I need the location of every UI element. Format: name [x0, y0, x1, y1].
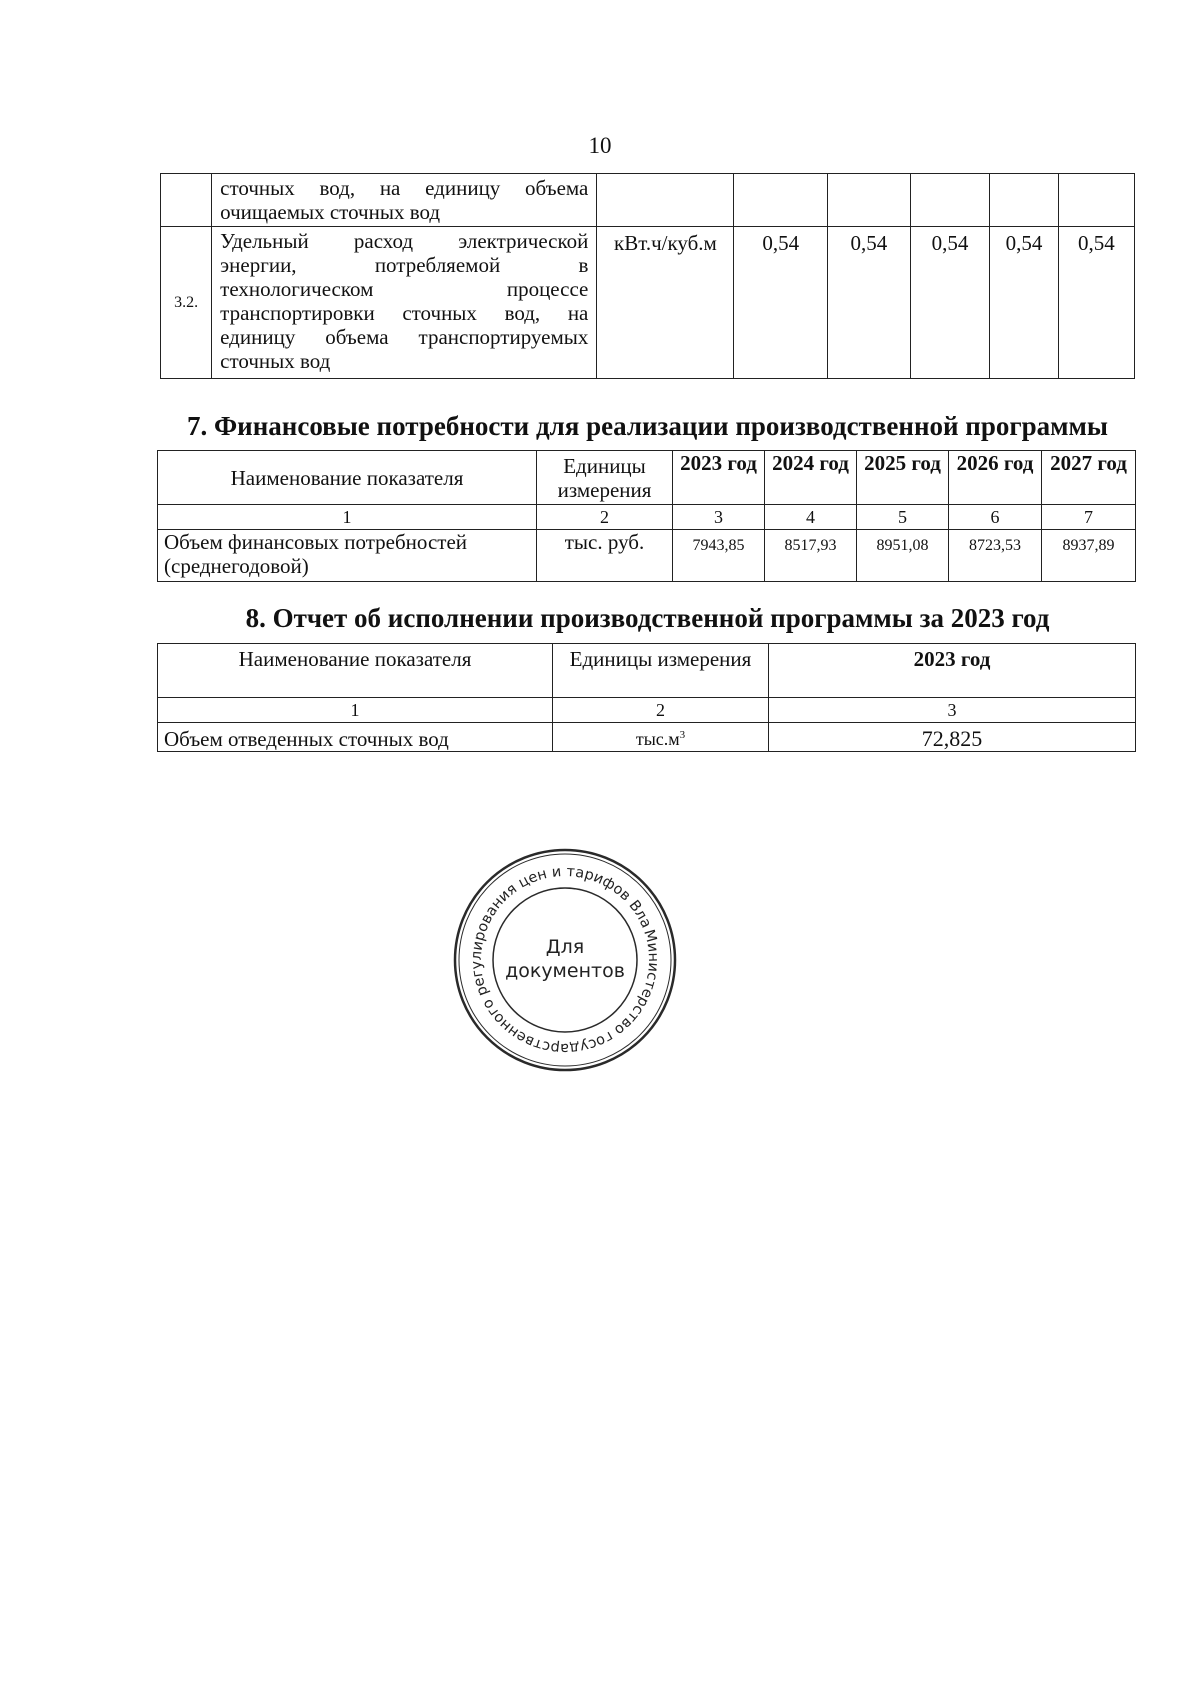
value-cell: 72,825: [769, 723, 1136, 752]
indicators-table-continued: [160, 173, 1135, 379]
index-cell: 3: [673, 505, 765, 530]
table-row: [158, 723, 1136, 752]
header-year: 2024 год: [765, 451, 857, 505]
indicator-name-cell: Объем отведенных сточных вод: [158, 723, 553, 752]
value-cell: 7943,85: [673, 530, 765, 582]
stamp-center-line1: Для: [545, 936, 585, 958]
unit-cell: кВт.ч/куб.м: [597, 227, 734, 379]
value-cell: 0,54: [734, 227, 828, 379]
index-cell: 7: [1042, 505, 1136, 530]
index-cell: 2: [537, 505, 673, 530]
unit-text: тыс.м: [635, 729, 680, 749]
indicator-name-cell: Объем финансовых потребностей (среднегодовой): [158, 530, 537, 582]
unit-cell: [553, 723, 769, 752]
indicator-name-cell: сточных вод, на единицу объема очищаемых сточных вод: [212, 174, 597, 227]
header-unit: Единицы измерения: [537, 451, 673, 505]
value-cell: 0,54: [828, 227, 911, 379]
table-header-row: [158, 644, 1136, 698]
value-cell: 8723,53: [949, 530, 1042, 582]
index-cell: 1: [158, 505, 537, 530]
table-header-row: [158, 451, 1136, 505]
value-cell: 0,54: [1058, 227, 1134, 379]
value-cell: 0,54: [990, 227, 1059, 379]
official-stamp: [452, 847, 678, 1073]
value-cell: 0,54: [910, 227, 989, 379]
table-row: [158, 530, 1136, 582]
stamp-center-line2: документов: [505, 960, 625, 982]
indicator-name-cell: Удельный расход электрической энергии, потребляемой в технологическом процессе транспортировки сточных вод, на единицу объема транспортируемых сточных вод: [212, 227, 597, 379]
stamp-ring-text: Министерство государственного регулирования цен и тарифов Вла: [468, 863, 662, 1057]
page-number: 10: [588, 133, 612, 158]
index-cell: 1: [158, 698, 553, 723]
section-7-heading: 7. Финансовые потребности для реализации производственной программы: [186, 411, 1109, 441]
financial-needs-table: [157, 450, 1136, 582]
header-year: 2026 год: [949, 451, 1042, 505]
value-cell: 8517,93: [765, 530, 857, 582]
header-year: 2025 год: [857, 451, 949, 505]
index-cell: 6: [949, 505, 1042, 530]
index-cell: 5: [857, 505, 949, 530]
row-number-cell: 3.2.: [161, 227, 212, 379]
header-year: 2023 год: [673, 451, 765, 505]
header-name: Наименование показателя: [158, 644, 553, 698]
value-cell: 8937,89: [1042, 530, 1136, 582]
header-name: Наименование показателя: [158, 451, 537, 505]
header-unit: Единицы измерения: [553, 644, 769, 698]
index-cell: 2: [553, 698, 769, 723]
index-cell: 3: [769, 698, 1136, 723]
index-cell: 4: [765, 505, 857, 530]
table-row: [161, 174, 1135, 227]
stamp-graphic: [452, 847, 678, 1073]
program-report-table: [157, 643, 1136, 752]
header-year: 2023 год: [769, 644, 1136, 698]
section-8-heading: 8. Отчет об исполнении производственной программы за 2023 год: [245, 603, 1050, 633]
value-cell: 8951,08: [857, 530, 949, 582]
unit-superscript: 3: [679, 729, 686, 741]
header-year: 2027 год: [1042, 451, 1136, 505]
index-row: [158, 698, 1136, 723]
row-number-cell: [161, 174, 212, 227]
table-row: [161, 227, 1135, 379]
unit-cell: тыс. руб.: [537, 530, 673, 582]
index-row: [158, 505, 1136, 530]
